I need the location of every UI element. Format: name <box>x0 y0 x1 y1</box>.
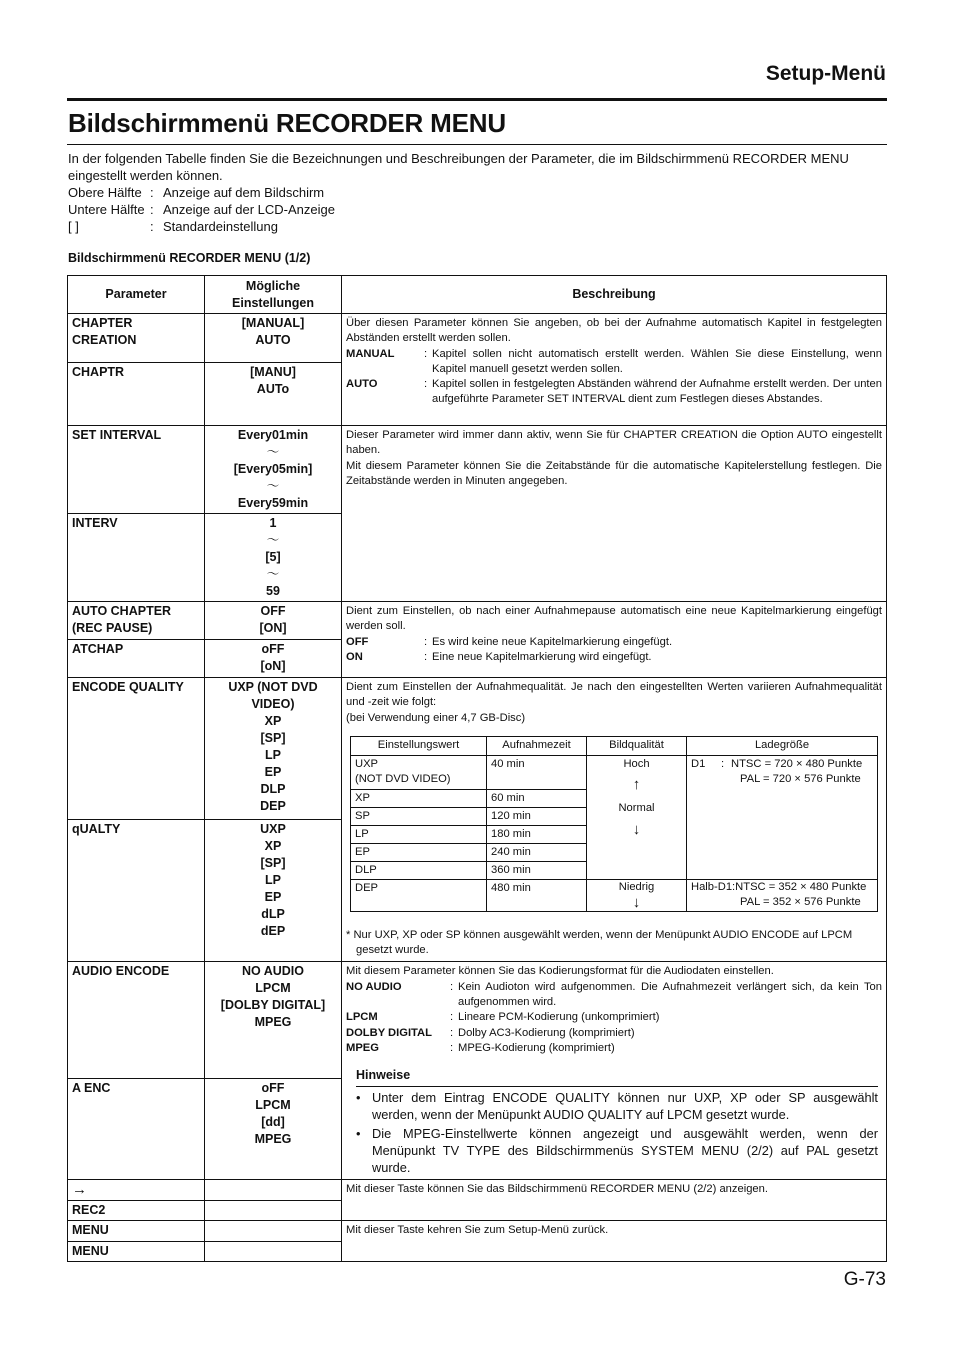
param-description <box>342 678 887 962</box>
setting-option: XP <box>264 714 282 728</box>
arrow-down-icon: ↓ <box>632 893 641 911</box>
setting-option: LP <box>265 748 281 762</box>
intro <box>68 150 886 235</box>
definition-key: NO AUDIO <box>346 980 402 993</box>
quality-table <box>350 736 878 912</box>
quality-table-header <box>351 736 878 755</box>
param-lcd-name: ATCHAP <box>68 640 205 678</box>
arrow-up-icon: ↑ <box>632 775 641 793</box>
qt-quality-range <box>587 755 687 879</box>
setting-option: LPCM <box>255 981 291 996</box>
next-arrow-icon: → <box>68 1179 205 1200</box>
setting-option: dLP <box>261 907 285 922</box>
setting-option: 〜 <box>266 479 280 493</box>
param-settings <box>205 314 342 363</box>
definition-key: DOLBY DIGITAL <box>346 1026 432 1039</box>
param-lcd-settings <box>205 1078 342 1179</box>
table-row <box>68 602 887 640</box>
legend-row <box>68 184 886 201</box>
quality-high: Hoch <box>623 757 650 770</box>
note-item <box>356 1089 878 1123</box>
qt-header-quality: Bildqualität <box>587 736 687 755</box>
table-row <box>351 755 878 789</box>
page-number: G-73 <box>843 1269 886 1290</box>
header-rule <box>67 98 887 101</box>
size-pal: PAL = 352 × 576 Punkte <box>740 895 861 908</box>
description-note: (bei Verwendung einer 4,7 GB-Disc) <box>346 711 526 724</box>
setting-option: [oN] <box>260 659 286 673</box>
definition-item <box>346 1010 882 1025</box>
definition-value: Es wird keine neue Kapitelmarkierung eingefügt. <box>432 635 673 648</box>
legend-row <box>68 201 886 218</box>
description-text: Über diesen Parameter können Sie angeben, ob bei der Aufnahme automatisch Kapitel in festgelegten Abständen erstellt werden sollen. <box>346 317 882 345</box>
legend-sep: : <box>150 219 154 234</box>
setting-option: [SP] <box>260 731 286 745</box>
setting-option: MPEG <box>254 1015 292 1030</box>
definition-key: AUTO <box>346 378 378 391</box>
param-settings <box>205 678 342 820</box>
notes-title: Hinweise <box>356 1068 878 1086</box>
definition-sep: : <box>424 650 428 663</box>
definition-value: Kapitel sollen nicht automatisch erstellt werden. Wählen Sie diese Einstellung, wenn Kapitel manuell gesetzt werden sollen. <box>432 347 882 375</box>
definition-value: Dolby AC3-Kodierung (komprimiert) <box>458 1026 635 1039</box>
size-label: Halb-D1: <box>691 880 736 893</box>
param-lcd-settings <box>205 363 342 426</box>
description-text: Dient zum Einstellen der Aufnahmequalität. Je nach den eingestellten Werten variieren Aufnahmequalität und -zeit wie folgt: <box>346 681 882 709</box>
description-text: Dieser Parameter wird immer dann aktiv, wenn Sie für CHAPTER CREATION die Option AUTO eingestellt haben. <box>346 429 882 457</box>
definition-list <box>346 635 882 666</box>
definition-item <box>346 1026 882 1041</box>
arrow-down-icon: ↓ <box>632 820 641 838</box>
table-row <box>68 1220 887 1241</box>
legend-value: Anzeige auf dem Bildschirm <box>163 185 325 200</box>
legend-sep: : <box>150 185 154 200</box>
qt-size-half <box>687 879 878 911</box>
section-header: Setup-Menü <box>765 62 886 85</box>
setting-option: AUTO <box>255 333 291 347</box>
definition-value: Lineare PCM-Kodierung (unkomprimiert) <box>458 1011 660 1024</box>
qt-time: 360 min <box>487 861 587 879</box>
qt-size-d1 <box>687 755 878 879</box>
setting-option: [MANU] <box>250 365 296 379</box>
qt-header-value: Einstellungswert <box>351 736 487 755</box>
param-description <box>342 962 887 1179</box>
setting-option: NO AUDIO <box>241 964 305 979</box>
setting-option: EP <box>264 765 282 779</box>
setting-option: 59 <box>266 584 280 598</box>
description-text: Mit diesem Parameter können Sie die Zeitabstände für die automatische Kapitelerstellung festlegen. Die Zeitabstände werden in Minuten angegeben. <box>346 459 882 487</box>
param-lcd-settings <box>205 820 342 962</box>
definition-item <box>346 635 882 650</box>
param-lcd-name: MENU <box>68 1241 205 1261</box>
qt-time: 180 min <box>487 825 587 843</box>
setting-option: Every01min <box>237 428 309 442</box>
param-settings <box>205 1220 342 1241</box>
definition-key: MPEG <box>346 1041 379 1054</box>
table-row <box>68 426 887 514</box>
param-description: Mit dieser Taste können Sie das Bildschirmmenü RECORDER MENU (2/2) anzeigen. <box>342 1179 887 1220</box>
definition-sep: : <box>424 347 428 360</box>
note-item <box>356 1125 878 1176</box>
setting-option: dEP <box>260 924 286 939</box>
definition-key: OFF <box>346 635 369 648</box>
definition-item <box>346 650 882 665</box>
param-lcd-settings <box>205 514 342 602</box>
table-row <box>68 962 887 1078</box>
param-lcd-name: REC2 <box>68 1200 205 1220</box>
definition-sep: : <box>450 980 454 993</box>
definition-sep: : <box>450 1041 454 1054</box>
setting-option: UXP <box>260 822 286 837</box>
setting-option: OFF <box>260 604 286 618</box>
definition-list <box>346 980 882 1056</box>
qt-time: 40 min <box>487 755 587 789</box>
definition-item <box>346 1041 882 1056</box>
param-description <box>342 314 887 426</box>
definition-value: Kapitel sollen in festgelegten Abständen während der Aufnahme erstellt werden. Der unten aufgeführte Parameter SET INTERVAL dient zum Festlegen dieses Abstandes. <box>432 378 882 406</box>
qt-time: 60 min <box>487 789 587 807</box>
definition-key: MANUAL <box>346 347 395 360</box>
note-text: Unter dem Eintrag ENCODE QUALITY können nur UXP, XP oder SP ausgewählt werden, wenn der Menüpunkt AUDIO QUALITY auf LPCM gesetzt wurde. <box>372 1089 878 1122</box>
param-lcd-settings <box>205 1200 342 1220</box>
param-description <box>342 602 887 678</box>
legend-key: Obere Hälfte <box>68 185 142 200</box>
setting-option: oFF <box>261 642 285 656</box>
qt-time: 120 min <box>487 807 587 825</box>
setting-option: DLP <box>260 782 286 796</box>
qt-time: 240 min <box>487 843 587 861</box>
setting-option: MPEG <box>254 1131 292 1146</box>
notes-list <box>346 1089 882 1176</box>
setting-option: 〜 <box>266 445 280 459</box>
definition-sep: : <box>450 1011 454 1024</box>
setting-option: [MANUAL] <box>241 316 305 330</box>
definition-key: LPCM <box>346 1011 378 1024</box>
qt-value: LP <box>351 825 487 843</box>
param-name: AUDIO ENCODE <box>68 962 205 1078</box>
note-text: Die MPEG-Einstellwerte können angezeigt und ausgewählt werden, wenn der Menüpunkt TV TYPE des Bildschirmmenüs SYSTEM MENU (2/2) auf PAL gesetzt wurde. <box>372 1125 878 1175</box>
setting-option: XP <box>264 839 282 854</box>
qt-header-time: Aufnahmezeit <box>487 736 587 755</box>
qt-header-size: Ladegröße <box>687 736 878 755</box>
qt-value: XP <box>351 789 487 807</box>
definition-value: Eine neue Kapitelmarkierung wird eingefügt. <box>432 650 652 663</box>
bullet-icon: • <box>356 1089 361 1105</box>
qt-time: 480 min <box>487 879 587 911</box>
param-lcd-name: qUALTY <box>68 820 205 962</box>
description-text: Dient zum Einstellen, ob nach einer Aufnahmepause automatisch eine neue Kapitelmarkierung eingefügt werden soll. <box>346 605 882 633</box>
header-param: Parameter <box>68 276 205 314</box>
setting-option: LPCM <box>255 1097 291 1112</box>
definition-sep: : <box>424 635 428 648</box>
param-name: ENCODE QUALITY <box>68 678 205 820</box>
qt-value: DEP <box>351 879 487 911</box>
setting-option: [Every05min] <box>233 462 313 476</box>
header-settings: Mögliche Einstellungen <box>205 276 342 314</box>
setting-option: AUTo <box>256 382 290 396</box>
intro-text: In der folgenden Tabelle finden Sie die Bezeichnungen und Beschreibungen der Parameter, die im Bildschirmmenü RECORDER MENU eingestellt werden können. <box>68 151 849 183</box>
param-settings <box>205 962 342 1078</box>
qt-value: SP <box>351 807 487 825</box>
size-pal: PAL = 720 × 576 Punkte <box>740 772 861 785</box>
setting-option: UXP (NOT DVD VIDEO) <box>228 680 318 711</box>
qt-value: UXP (NOT DVD VIDEO) <box>351 755 487 789</box>
qt-value: DLP <box>351 861 487 879</box>
bullet-icon: • <box>356 1125 361 1141</box>
description-text: Mit diesem Parameter können Sie das Kodierungsformat für die Audiodaten einstellen. <box>346 965 774 978</box>
legend <box>68 184 886 235</box>
legend-value: Anzeige auf der LCD-Anzeige <box>163 202 335 217</box>
table-row <box>68 678 887 820</box>
legend-sep: : <box>150 202 154 217</box>
param-lcd-name: INTERV <box>68 514 205 602</box>
setting-option: oFF <box>261 1080 285 1095</box>
setting-option: 〜 <box>266 533 280 547</box>
param-name: SET INTERVAL <box>68 426 205 514</box>
definition-item <box>346 347 882 378</box>
legend-key: [ ] <box>68 219 79 234</box>
quality-normal: Normal <box>618 801 655 814</box>
definition-sep: : <box>450 1026 454 1039</box>
param-name: CHAPTER CREATION <box>68 314 205 363</box>
legend-value: Standardeinstellung <box>163 219 278 234</box>
setting-option: [dd] <box>261 1114 285 1129</box>
setting-option: [DOLBY DIGITAL] <box>220 998 326 1013</box>
table-caption: Bildschirmmenü RECORDER MENU (1/2) <box>68 251 311 265</box>
setting-option: EP <box>264 890 282 905</box>
table-header-row <box>68 276 887 314</box>
param-lcd-name: CHAPTR <box>68 363 205 426</box>
header-desc: Beschreibung <box>342 276 887 314</box>
definition-key: ON <box>346 650 363 663</box>
qt-quality-low <box>587 879 687 911</box>
setting-option: LP <box>265 873 281 888</box>
table-row <box>351 879 878 911</box>
param-description <box>342 426 887 602</box>
setting-option: [SP] <box>260 856 286 871</box>
param-lcd-name: A ENC <box>68 1078 205 1179</box>
size-label: D1 <box>691 757 706 770</box>
recorder-menu-table <box>67 275 887 1262</box>
title-rule <box>67 144 887 145</box>
table-row <box>68 314 887 363</box>
size-sep: : <box>721 757 725 770</box>
definition-value: Kein Audioton wird aufgenommen. Die Aufnahmezeit verlängert sich, da kein Ton aufgenommen wird. <box>458 980 882 1009</box>
footnote: * Nur UXP, XP oder SP können ausgewählt werden, wenn der Menüpunkt AUDIO ENCODE auf LPCM gesetzt wurde. <box>346 928 853 957</box>
size-ntsc: NTSC = 720 × 480 Punkte <box>731 757 863 770</box>
param-settings <box>205 602 342 640</box>
param-name: AUTO CHAPTER (REC PAUSE) <box>68 602 205 640</box>
legend-key: Untere Hälfte <box>68 202 145 217</box>
param-settings <box>205 426 342 514</box>
setting-option: 1 <box>269 516 277 530</box>
definition-item <box>346 980 882 1011</box>
definition-value: MPEG-Kodierung (komprimiert) <box>458 1041 615 1054</box>
definition-list <box>346 347 882 408</box>
page-title: Bildschirmmenü RECORDER MENU <box>68 108 506 138</box>
param-lcd-settings <box>205 640 342 678</box>
setting-option: DEP <box>260 799 286 813</box>
legend-row <box>68 218 886 235</box>
setting-option: Every59min <box>237 496 309 510</box>
qt-value: EP <box>351 843 487 861</box>
param-name: MENU <box>68 1220 205 1241</box>
size-ntsc: NTSC = 352 × 480 Punkte <box>735 880 867 893</box>
definition-item <box>346 377 882 408</box>
setting-option: [ON] <box>259 621 287 635</box>
setting-option: [5] <box>265 550 281 564</box>
param-lcd-settings <box>205 1241 342 1261</box>
definition-sep: : <box>424 378 428 391</box>
table-row <box>68 1179 887 1200</box>
setting-option: 〜 <box>266 567 280 581</box>
param-settings <box>205 1179 342 1200</box>
param-description: Mit dieser Taste kehren Sie zum Setup-Menü zurück. <box>342 1220 887 1261</box>
quality-low: Niedrig <box>618 880 655 893</box>
